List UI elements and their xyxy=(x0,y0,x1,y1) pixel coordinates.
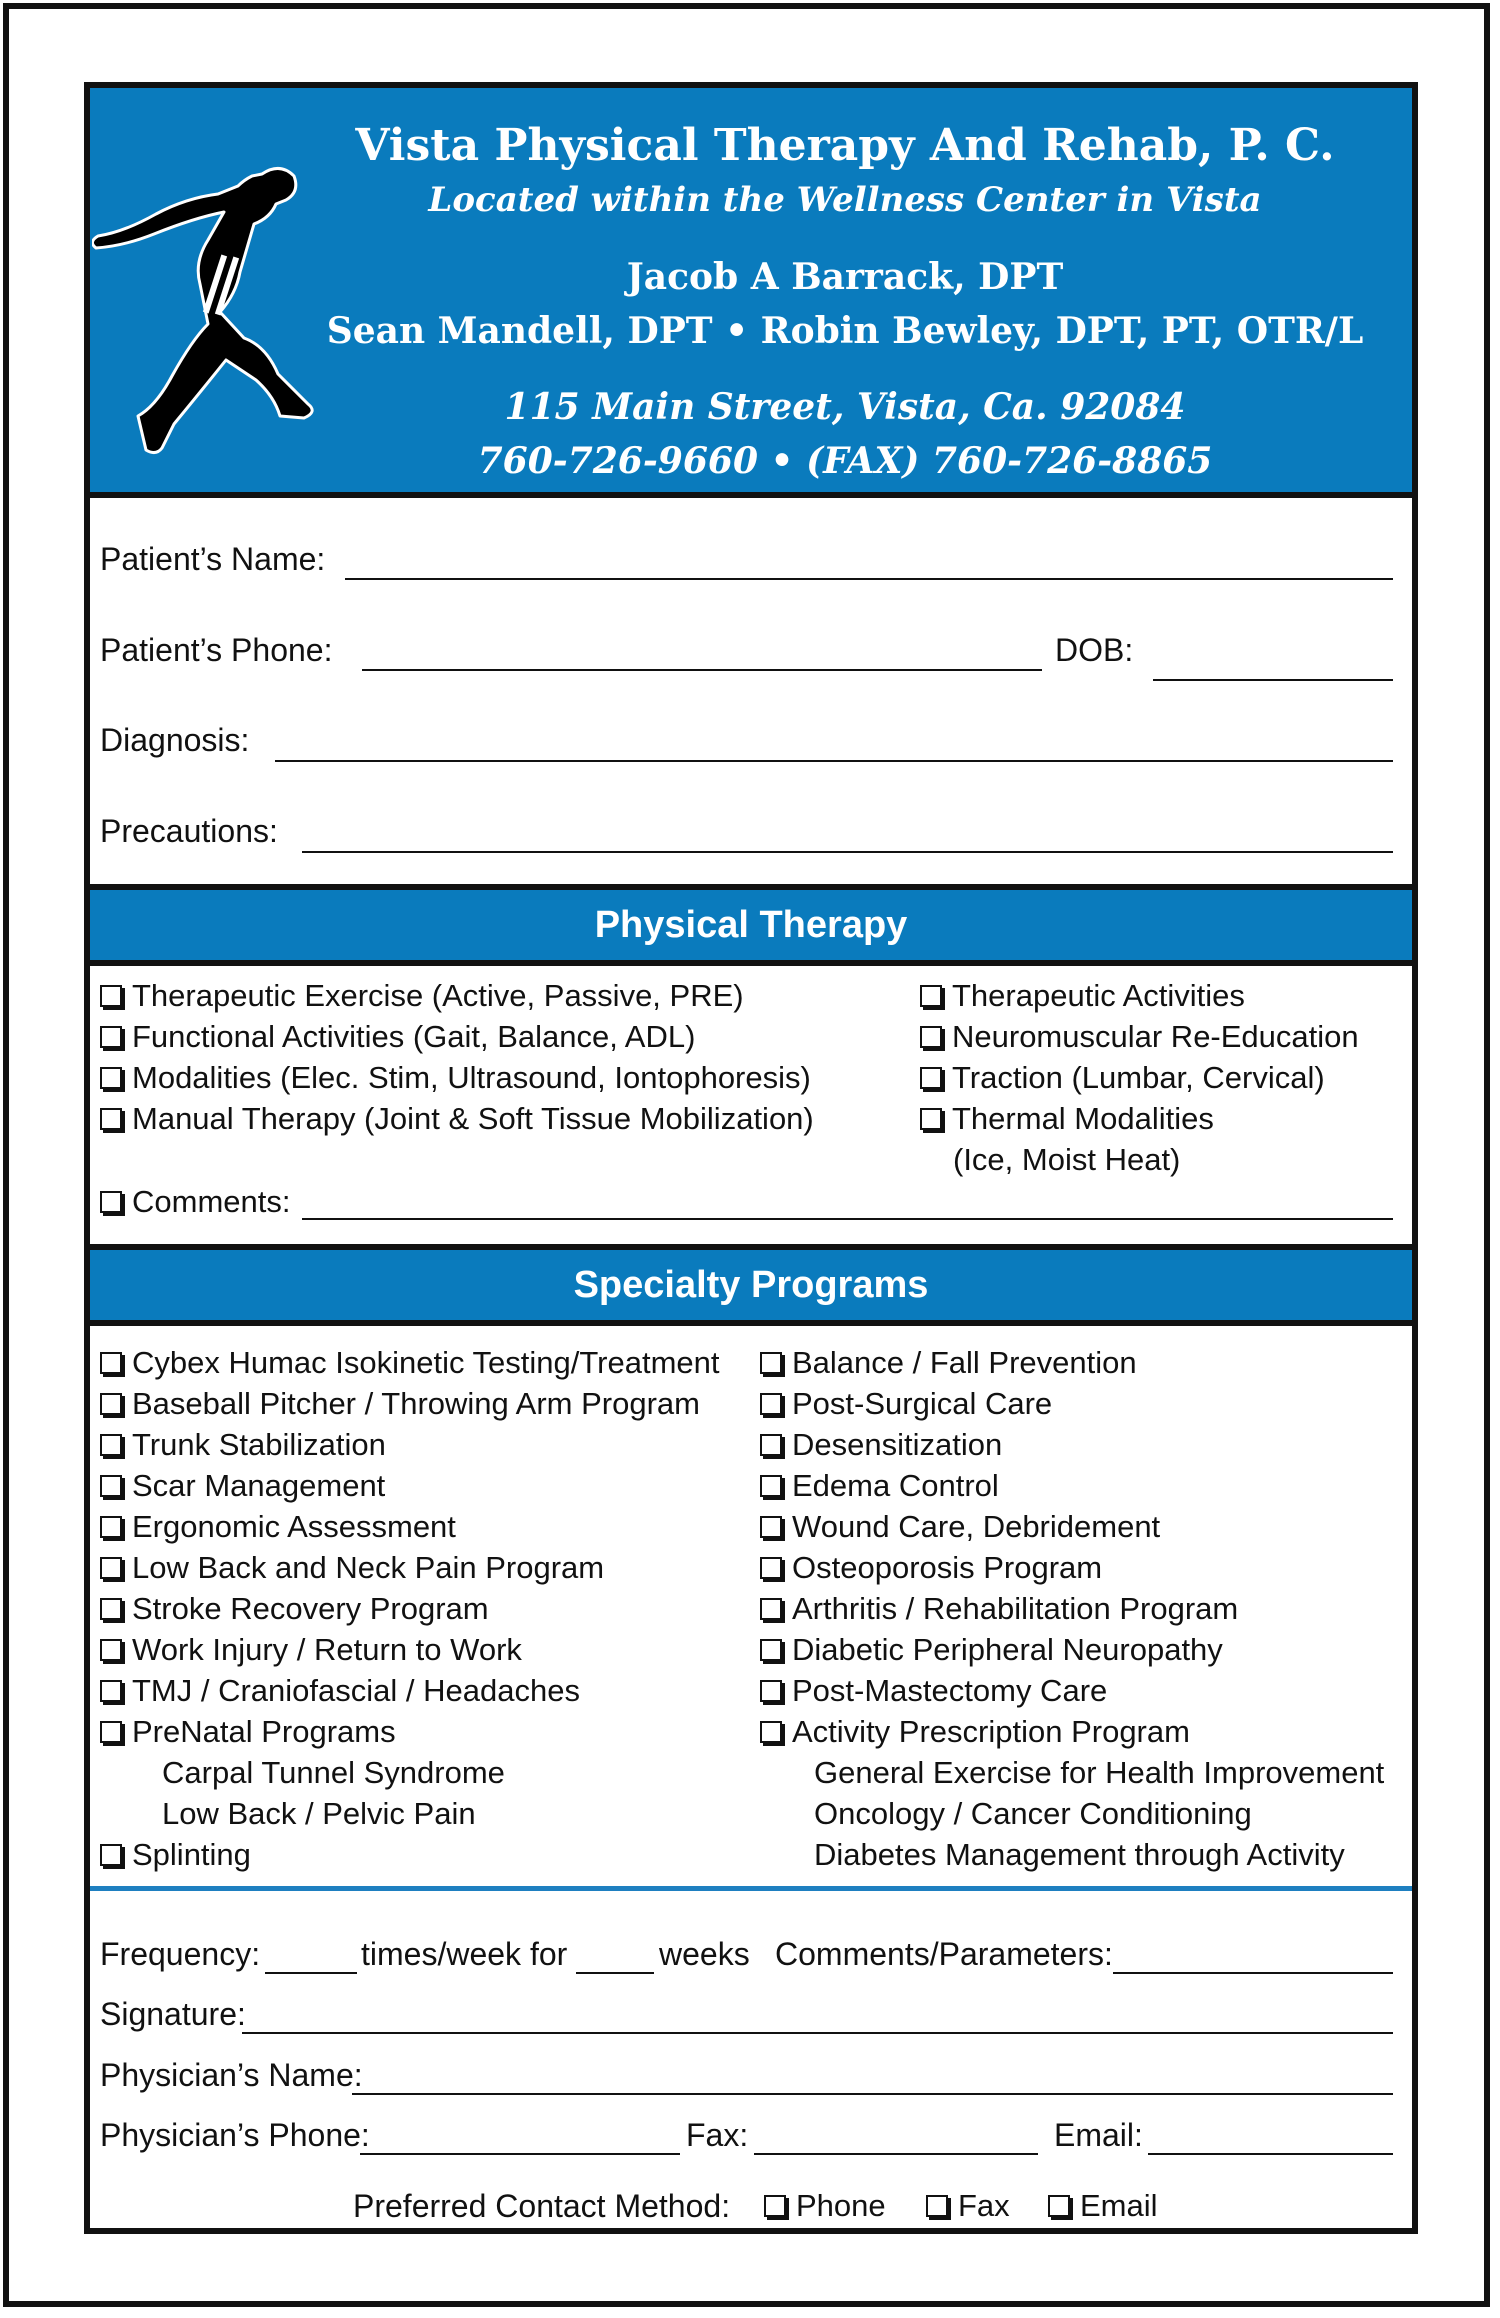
clinic-location: Located within the Wellness Center in Vista xyxy=(428,180,1262,220)
specialty-option[interactable] xyxy=(100,1507,456,1547)
specialty-option[interactable] xyxy=(760,1630,1223,1670)
diagnosis-label: Diagnosis: xyxy=(100,722,250,758)
checkbox-icon[interactable] xyxy=(760,1598,782,1620)
checkbox-icon[interactable] xyxy=(760,1393,782,1415)
specialty-option[interactable] xyxy=(100,1548,604,1588)
physician-name-label: Physician’s Name: xyxy=(100,2057,363,2093)
patient-phone-label: Patient’s Phone: xyxy=(100,632,333,668)
specialty-option[interactable] xyxy=(100,1425,386,1465)
specialty-option[interactable] xyxy=(760,1589,1238,1629)
checkbox-icon[interactable] xyxy=(760,1434,782,1456)
checkbox-icon[interactable] xyxy=(764,2195,786,2217)
pt-option[interactable] xyxy=(100,1017,695,1057)
checkbox-icon[interactable] xyxy=(100,1475,122,1497)
specialty-option-label: Edema Control xyxy=(792,1468,999,1503)
pt-option-label: Modalities (Elec. Stim, Ultrasound, Iontophoresis) xyxy=(132,1060,811,1095)
checkbox-icon[interactable] xyxy=(100,1393,122,1415)
contact-email-label: Email xyxy=(1080,2188,1158,2223)
times-week-label: times/week for xyxy=(361,1936,568,1972)
checkbox-icon[interactable] xyxy=(920,1108,942,1130)
checkbox-icon[interactable] xyxy=(100,1721,122,1743)
checkbox-icon[interactable] xyxy=(100,1844,122,1866)
specialty-option[interactable] xyxy=(760,1671,1107,1711)
specialty-programs-heading: Specialty Programs xyxy=(90,1244,1412,1326)
specialty-option[interactable] xyxy=(760,1466,999,1506)
doctor-line-1: Jacob A Barrack, DPT xyxy=(626,256,1064,298)
checkbox-icon[interactable] xyxy=(760,1721,782,1743)
pt-option-label: Therapeutic Exercise (Active, Passive, PRE) xyxy=(132,978,744,1013)
checkbox-icon[interactable] xyxy=(100,1026,122,1048)
checkbox-icon[interactable] xyxy=(100,1557,122,1579)
pt-option[interactable] xyxy=(100,1099,814,1139)
specialty-option-label: Desensitization xyxy=(792,1427,1003,1462)
pt-option[interactable] xyxy=(920,1099,1214,1139)
specialty-option[interactable] xyxy=(760,1507,1160,1547)
specialty-option-label: PreNatal Programs xyxy=(132,1714,396,1749)
referral-form xyxy=(84,82,1418,2234)
physical-therapy-heading: Physical Therapy xyxy=(90,884,1412,966)
frequency-weeks-field[interactable] xyxy=(576,1972,654,1974)
specialty-option[interactable] xyxy=(100,1671,580,1711)
specialty-option-label: Post-Mastectomy Care xyxy=(792,1673,1108,1708)
email-label: Email: xyxy=(1054,2117,1143,2153)
checkbox-icon[interactable] xyxy=(100,1191,122,1213)
pt-comments-field[interactable] xyxy=(302,1218,1393,1220)
dob-field[interactable] xyxy=(1153,679,1393,681)
checkbox-icon[interactable] xyxy=(920,1067,942,1089)
checkbox-icon[interactable] xyxy=(760,1680,782,1702)
form-header xyxy=(90,88,1412,498)
specialty-option-label: Baseball Pitcher / Throwing Arm Program xyxy=(132,1386,700,1421)
checkbox-icon[interactable] xyxy=(760,1557,782,1579)
contact-fax-label: Fax xyxy=(958,2188,1010,2223)
prenatal-sub-item: Low Back / Pelvic Pain xyxy=(162,1796,476,1831)
specialty-option[interactable] xyxy=(100,1384,700,1424)
weeks-label: weeks xyxy=(659,1936,750,1972)
signature-field[interactable] xyxy=(242,2032,1393,2034)
pt-option[interactable] xyxy=(920,1017,1359,1057)
pt-option[interactable] xyxy=(100,976,744,1016)
pt-option[interactable] xyxy=(100,1058,811,1098)
specialty-option[interactable] xyxy=(760,1343,1137,1383)
physician-fax-field[interactable] xyxy=(754,2153,1038,2155)
specialty-option-label: Arthritis / Rehabilitation Program xyxy=(792,1591,1239,1626)
specialty-option[interactable] xyxy=(760,1425,1002,1465)
contact-phone-checkbox[interactable] xyxy=(764,2186,886,2226)
activity-sub-item: General Exercise for Health Improvement xyxy=(814,1755,1385,1790)
pt-option-label: Manual Therapy (Joint & Soft Tissue Mobilization) xyxy=(132,1101,814,1136)
specialty-option[interactable] xyxy=(100,1630,522,1670)
specialty-option-label: Balance / Fall Prevention xyxy=(792,1345,1137,1380)
precautions-field[interactable] xyxy=(302,851,1393,853)
fax-label: Fax: xyxy=(686,2117,749,2153)
pt-option-label: Functional Activities (Gait, Balance, ADL) xyxy=(132,1019,696,1054)
pt-option-label: Therapeutic Activities xyxy=(952,978,1245,1013)
clinic-phone-fax: 760-726-9660 • (FAX) 760-726-8865 xyxy=(477,440,1213,482)
specialty-option-label: Osteoporosis Program xyxy=(792,1550,1103,1585)
clinic-address: 115 Main Street, Vista, Ca. 92084 xyxy=(504,386,1186,428)
specialty-option-label: TMJ / Craniofascial / Headaches xyxy=(132,1673,580,1708)
physician-email-field[interactable] xyxy=(1148,2153,1393,2155)
checkbox-icon[interactable] xyxy=(760,1352,782,1374)
specialty-option[interactable] xyxy=(100,1712,396,1752)
specialty-option-label: Activity Prescription Program xyxy=(792,1714,1190,1749)
specialty-option[interactable] xyxy=(100,1343,720,1383)
pt-option-label: Neuromuscular Re-Education xyxy=(952,1019,1359,1054)
section-divider xyxy=(90,1886,1412,1891)
specialty-option[interactable] xyxy=(760,1712,1190,1752)
doctor-line-2: Sean Mandell, DPT • Robin Bewley, DPT, PT, OTR/L xyxy=(326,310,1364,352)
checkbox-icon[interactable] xyxy=(926,2195,948,2217)
specialty-option-label: Stroke Recovery Program xyxy=(132,1591,489,1626)
patient-name-field[interactable] xyxy=(345,578,1393,580)
specialty-option[interactable] xyxy=(760,1384,1052,1424)
contact-phone-label: Phone xyxy=(796,2188,886,2223)
preferred-contact-label: Preferred Contact Method: xyxy=(353,2188,731,2224)
frequency-times-field[interactable] xyxy=(265,1972,357,1974)
checkbox-icon[interactable] xyxy=(100,1108,122,1130)
specialty-option-label: Wound Care, Debridement xyxy=(792,1509,1161,1544)
specialty-option-label: Scar Management xyxy=(132,1468,386,1503)
checkbox-icon[interactable] xyxy=(760,1639,782,1661)
specialty-option[interactable] xyxy=(100,1835,251,1875)
specialty-option-label: Diabetic Peripheral Neuropathy xyxy=(792,1632,1223,1667)
physician-phone-field[interactable] xyxy=(360,2153,680,2155)
comments-parameters-label: Comments/Parameters: xyxy=(775,1936,1113,1972)
specialty-option-label: Splinting xyxy=(132,1837,251,1872)
precautions-label: Precautions: xyxy=(100,813,278,849)
pt-option-label: Thermal Modalities xyxy=(952,1101,1214,1136)
specialty-option[interactable] xyxy=(760,1548,1102,1588)
pt-comments-label: Comments: xyxy=(132,1184,291,1219)
checkbox-icon[interactable] xyxy=(100,1352,122,1374)
pt-option[interactable] xyxy=(920,976,1245,1016)
checkbox-icon[interactable] xyxy=(100,1516,122,1538)
physician-phone-label: Physician’s Phone: xyxy=(100,2117,370,2153)
specialty-option[interactable] xyxy=(100,1589,489,1629)
comments-parameters-field[interactable] xyxy=(1113,1972,1393,1974)
specialty-option-label: Ergonomic Assessment xyxy=(132,1509,456,1544)
pt-option-label: Traction (Lumbar, Cervical) xyxy=(952,1060,1325,1095)
physician-name-field[interactable] xyxy=(352,2093,1393,2095)
checkbox-icon[interactable] xyxy=(100,1434,122,1456)
patient-name-label: Patient’s Name: xyxy=(100,541,326,577)
diagnosis-field[interactable] xyxy=(275,760,1393,762)
pt-comments-checkbox[interactable] xyxy=(100,1182,290,1222)
specialty-option-label: Work Injury / Return to Work xyxy=(132,1632,522,1667)
specialty-option-label: Post-Surgical Care xyxy=(792,1386,1053,1421)
checkbox-icon[interactable] xyxy=(1048,2195,1070,2217)
checkbox-icon[interactable] xyxy=(100,1598,122,1620)
checkbox-icon[interactable] xyxy=(100,985,122,1007)
dob-label: DOB: xyxy=(1055,632,1134,668)
thermal-modalities-note: (Ice, Moist Heat) xyxy=(953,1142,1181,1177)
activity-sub-item: Diabetes Management through Activity xyxy=(814,1837,1345,1872)
activity-sub-item: Oncology / Cancer Conditioning xyxy=(814,1796,1252,1831)
frequency-label: Frequency: xyxy=(100,1936,261,1972)
checkbox-icon[interactable] xyxy=(100,1680,122,1702)
contact-fax-checkbox[interactable] xyxy=(926,2186,1010,2226)
pt-option[interactable] xyxy=(920,1058,1325,1098)
prenatal-sub-item: Carpal Tunnel Syndrome xyxy=(162,1755,505,1790)
checkbox-icon[interactable] xyxy=(100,1067,122,1089)
specialty-option-label: Trunk Stabilization xyxy=(132,1427,386,1462)
specialty-option-label: Cybex Humac Isokinetic Testing/Treatment xyxy=(132,1345,720,1380)
clinic-name: Vista Physical Therapy And Rehab, P. C. xyxy=(355,120,1335,171)
checkbox-icon[interactable] xyxy=(760,1475,782,1497)
checkbox-icon[interactable] xyxy=(100,1639,122,1661)
specialty-option[interactable] xyxy=(100,1466,385,1506)
checkbox-icon[interactable] xyxy=(760,1516,782,1538)
signature-label: Signature: xyxy=(100,1996,246,2032)
specialty-option-label: Low Back and Neck Pain Program xyxy=(132,1550,605,1585)
contact-email-checkbox[interactable] xyxy=(1048,2186,1158,2226)
checkbox-icon[interactable] xyxy=(920,985,942,1007)
checkbox-icon[interactable] xyxy=(920,1026,942,1048)
patient-phone-field[interactable] xyxy=(362,669,1042,671)
